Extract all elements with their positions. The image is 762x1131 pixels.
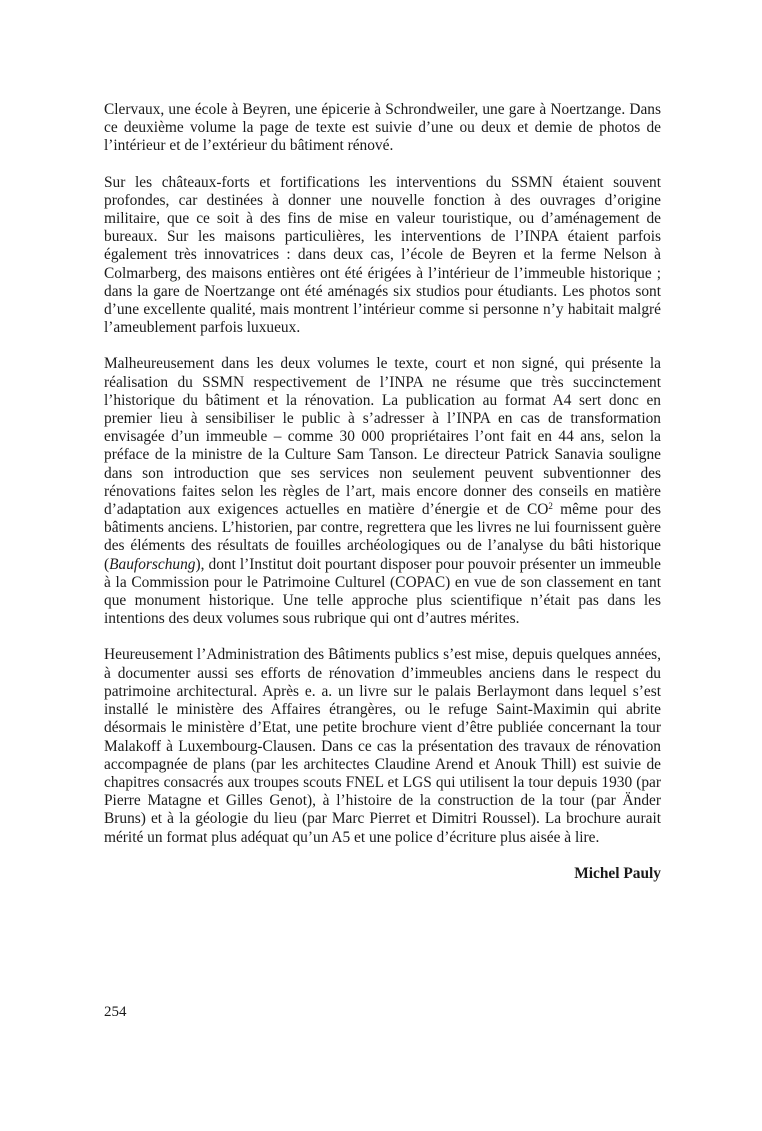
paragraph-2: Sur les châteaux-forts et fortifications les interventions du SSMN étaient souvent profondes, car destinées à donner une nouvelle fonction à des ouvrages d’origine militaire, que ce soit à des fins de mise en valeur touristique, ou d’aménagement de bureaux. Sur les maisons particulières, les interventions de l’INPA étaient parfois également très innovatrices : dans deux cas, l’école de Beyren et la ferme Nelson à Colmarberg, des maisons entières ont été érigées à l’intérieur de l’immeuble historique ; dans la gare de Noertzange ont été aménagés six studios pour étudiants. Les photos sont d’une excellente qualité, mais montrent l’intérieur comme si personne n’y habitait malgré l’ameublement parfois luxueux. [104, 173, 661, 337]
co2-subscript: 2 [548, 501, 553, 512]
paragraph-3-part-c: ), dont l’Institut doit pourtant disposer pour pouvoir présenter un immeuble à la Commission pour le Patrimoine Culturel (COPAC) en vue de son classement en tant que monument historique. Une telle approche plus scientifique n’était pas dans les intentions des deux volumes sous rubrique qui ont d’autres mérites. [104, 555, 661, 628]
paragraph-3 [104, 355, 661, 628]
page-number: 254 [104, 1004, 127, 1020]
paragraph-1: Clervaux, une école à Beyren, une épicerie à Schrondweiler, une gare à Noertzange. Dans ce deuxième volume la page de texte est suivie d’une ou deux et demie de photos de l’intérieur et de l’extérieur du bâtiment rénové. [104, 101, 661, 155]
paragraph-3-part-a: Malheureusement dans les deux volumes le texte, court et non signé, qui présente la réalisation du SSMN respectivement de l’INPA ne résume que très succinctement l’historique du bâtiment et la rénovation. La publication au format A4 sert donc en premier lieu à sensibiliser le public à s’adresser à l’INPA en cas de transformation envisagée d’un immeuble – comme 30 000 propriétaires l’ont fait en 44 ans, selon la préface de la ministre de la Culture Sam Tanson. Le directeur Patrick Sanavia souligne dans son introduction que ses services non seulement peuvent subventionner des rénovations faites selon les règles de l’art, mais encore donner des conseils en matière d’adaptation aux exigences actuelles en matière d’énergie et de CO [104, 355, 661, 519]
paragraph-4: Heureusement l’Administration des Bâtiments publics s’est mise, depuis quelques années, à documenter aussi ses efforts de rénovation d’immeubles anciens dans le respect du patrimoine architectural. Après e. a. un livre sur le palais Berlaymont dans lequel s’est installé le ministère des Affaires étrangères, ou le refuge Saint-Maximin qui abrite désormais le ministère d’Etat, une petite brochure vient d’être publiée concernant la tour Malakoff à Luxembourg-Clausen. Dans ce cas la présentation des travaux de rénovation accompagnée de plans (par les architectes Claudine Arend et Anouk Thill) est suivie de chapitres consacrés aux troupes scouts FNEL et LGS qui utilisent la tour depuis 1930 (par Pierre Matagne et Gilles Genot), à l’histoire de la construction de la tour (par Änder Bruns) et à la géologie du lieu (par Marc Pierret et Dimitri Roussel). La brochure aurait mérité un format plus adéquat qu’un A5 et une police d’écriture plus aisée à lire. [104, 646, 661, 846]
bauforschung-term: Bauforschung [109, 555, 196, 573]
page-body [104, 101, 661, 883]
author-signature: Michel Pauly [574, 864, 661, 882]
paragraph-3-part-b: même pour des bâtiments anciens. L’historien, par contre, regrettera que les livres ne lui fournissent guère des éléments des résultats de fouilles archéologiques ou de l’analyse du bâti historique ( [104, 501, 662, 573]
